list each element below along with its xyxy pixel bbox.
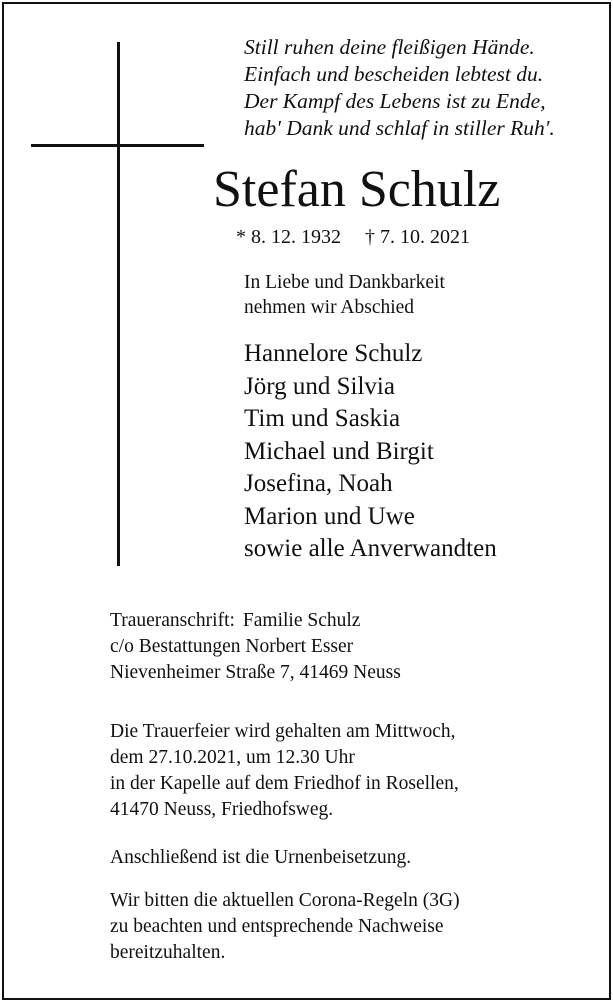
ceremony-line: dem 27.10.2021, um 12.30 Uhr bbox=[110, 747, 355, 768]
death-date: † 7. 10. 2021 bbox=[365, 226, 470, 248]
ceremony-info bbox=[110, 719, 459, 823]
ceremony-line: in der Kapelle auf dem Friedhof in Rosellen, bbox=[110, 773, 459, 794]
poem-line: Einfach und bescheiden lebtest du. bbox=[244, 62, 544, 86]
corona-line: Wir bitten die aktuellen Corona-Regeln (3G) bbox=[110, 890, 460, 911]
address-label: Traueranschrift: bbox=[110, 610, 235, 631]
urn-note: Anschließend ist die Urnenbeisetzung. bbox=[110, 847, 412, 868]
address-recipient: Familie Schulz bbox=[242, 610, 361, 631]
mourner: Michael und Birgit bbox=[244, 437, 434, 465]
deceased-name: Stefan Schulz bbox=[213, 161, 501, 218]
life-dates bbox=[236, 225, 470, 249]
intro-line: nehmen wir Abschied bbox=[244, 297, 415, 318]
ceremony-line: 41470 Neuss, Friedhofsweg. bbox=[110, 799, 334, 820]
mourner: Tim und Saskia bbox=[244, 405, 401, 432]
address-line bbox=[110, 608, 401, 634]
mourner: sowie alle Anverwandten bbox=[244, 535, 497, 562]
mourner: Jörg und Silvia bbox=[244, 372, 395, 400]
corona-line: bereitzuhalten. bbox=[110, 942, 226, 963]
mourners-list bbox=[244, 338, 497, 566]
address-line: Nievenheimer Straße 7, 41469 Neuss bbox=[110, 662, 401, 683]
mourner: Josefina, Noah bbox=[244, 470, 393, 497]
birth-date: * 8. 12. 1932 bbox=[236, 226, 341, 248]
poem-line: Still ruhen deine fleißigen Hände. bbox=[244, 35, 535, 59]
poem-line: hab' Dank und schlaf in stiller Ruh'. bbox=[244, 116, 555, 140]
ceremony-line: Die Trauerfeier wird gehalten am Mittwoch, bbox=[110, 721, 456, 742]
mourner: Hannelore Schulz bbox=[244, 340, 423, 367]
memorial-poem bbox=[244, 34, 555, 142]
mourner: Marion und Uwe bbox=[244, 502, 415, 530]
farewell-intro bbox=[244, 270, 445, 320]
corona-line: zu beachten und entsprechende Nachweise bbox=[110, 916, 444, 937]
poem-line: Der Kampf des Lebens ist zu Ende, bbox=[244, 89, 546, 113]
mourning-address bbox=[110, 608, 401, 686]
corona-note bbox=[110, 888, 460, 966]
intro-line: In Liebe und Dankbarkeit bbox=[244, 272, 445, 293]
cross-icon bbox=[117, 42, 120, 566]
cross-icon-bar bbox=[31, 144, 204, 147]
address-line: c/o Bestattungen Norbert Esser bbox=[110, 636, 354, 657]
